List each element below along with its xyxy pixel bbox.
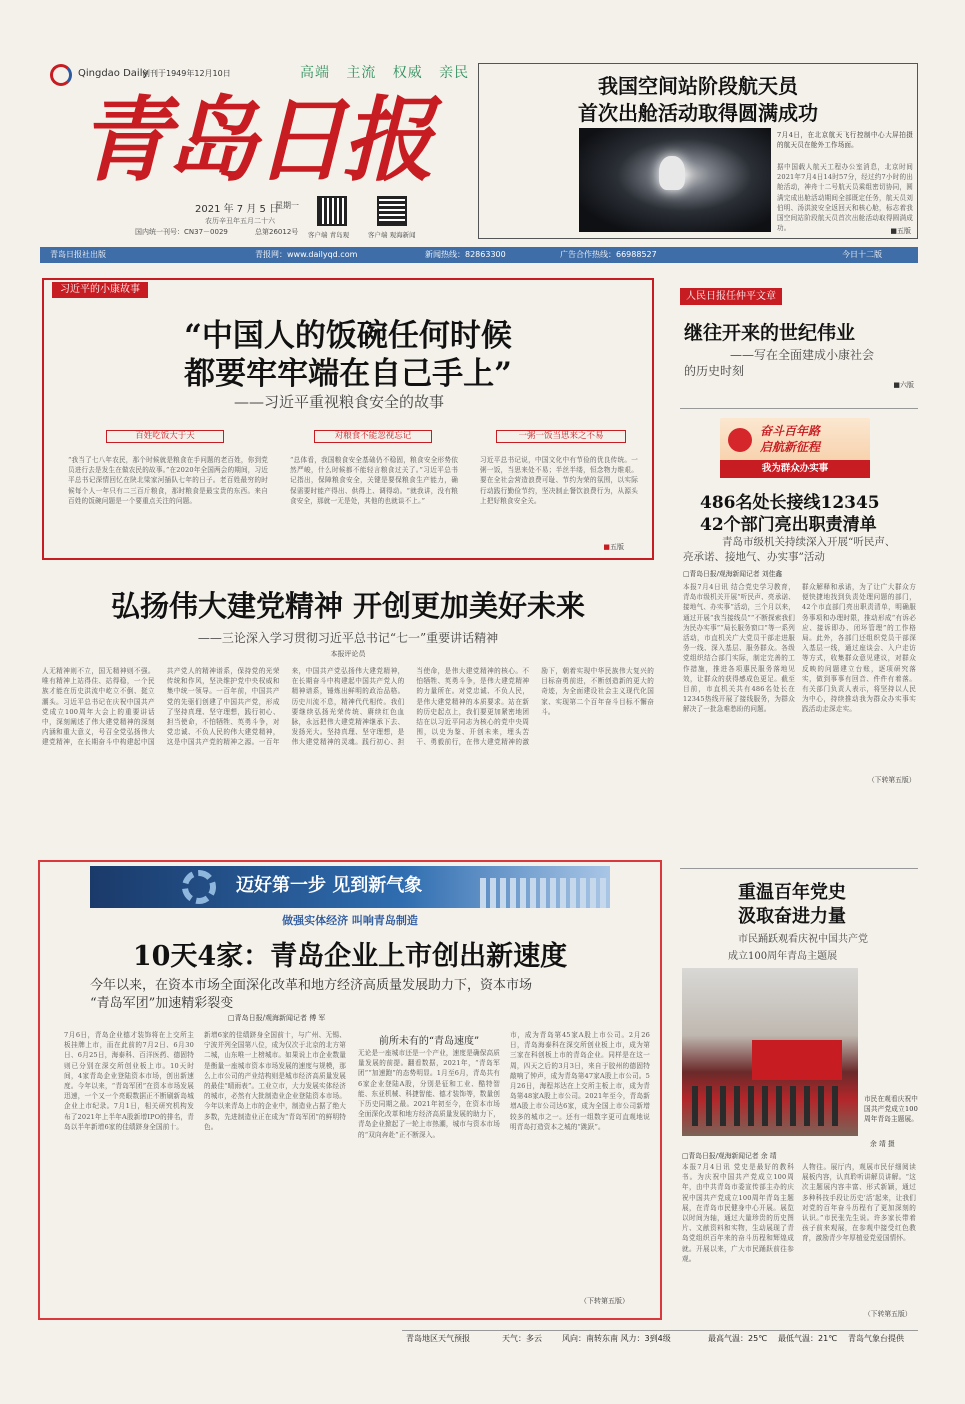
hotline-subtitle-2: 亮承诺、接地气、办实事”活动	[683, 551, 825, 563]
expo-photographer: 余 靖 摄	[870, 1140, 895, 1148]
listing-story-box	[38, 860, 662, 1320]
weather-sky: 天气：多云	[502, 1334, 542, 1343]
weather-min: 最低气温：21℃	[778, 1334, 838, 1343]
spacewalk-photo[interactable]	[579, 128, 771, 232]
hotline-continue: （下转第五版）	[868, 776, 916, 784]
publisher: 青岛日报社出版	[50, 250, 106, 259]
visitors	[692, 1086, 842, 1126]
listing-col-3: 无论是一座城市还是一个产业，速度是确保高质量发展的前提。翻看数据，2021年，“青岛军团”“加速跑”的态势明显。1月至6月，青岛共有6家企业登陆A股，分别是征和工业、酷特智能、东亚机械、科捷智能、德才装饰等，数量创下历史同期之最。2021年初至今，在资本市场全面深化改革和地方经济高质量发展的助力下，青岛企业掀起了一轮上市热潮，城市与资本市场的“双向奔赴”正不断深入。	[358, 1049, 500, 1139]
centenary-badge	[720, 418, 870, 478]
lunar-date: 农历辛丑年五月二十六	[205, 217, 275, 225]
listing-title[interactable]: 10天4家：青岛企业上市创出新速度	[132, 941, 568, 972]
expo-col-1: 本报7月4日讯 党史是最好的教科书。为庆祝中国共产党成立100周年，由中共青岛市委宣传部主办的庆祝中国共产党成立100周年青岛主题展，在青岛市民健身中心开展。展览以时间为轴，通过大量珍贵的历史图片、文献资料和实物，生动展现了青岛党组织百年来的奋斗历程和辉煌成就。开展以来，广大市民踊跃前往参观。	[682, 1163, 794, 1263]
website[interactable]: 青报网：www.dailyqd.com	[255, 250, 358, 259]
badge-line-1: 奋斗百年路	[760, 424, 821, 438]
listing-banner	[90, 866, 610, 908]
badge-line-2: 启航新征程	[760, 440, 821, 454]
review-subtitle-2: 的历史时刻	[684, 364, 745, 378]
divider	[680, 408, 918, 409]
title-char-1: 青	[78, 86, 167, 194]
top-story-title-2[interactable]: 首次出舱活动取得圆满成功	[578, 101, 818, 125]
gear-icon	[182, 870, 216, 904]
weekday: 星期一	[275, 201, 299, 210]
top-story-caption: 7月4日，在北京航天飞行控制中心大屏拍摄的航天员在舱外工作场面。	[777, 131, 913, 150]
qr-code-1[interactable]	[317, 196, 347, 226]
qr1-caption: 客户端 青岛观	[308, 231, 350, 239]
weather-wind: 风向：南转东南 风力：3到4级	[562, 1334, 671, 1343]
cn-code: 国内统一刊号：CN37－0029	[135, 228, 228, 236]
expo-subtitle-2: 成立100周年青岛主题展	[728, 951, 838, 962]
xi-page-ref-text: 五版	[610, 543, 624, 551]
hotline-title-1[interactable]: 486名处长接线12345	[700, 493, 880, 513]
listing-col-2: 新增6家的佳绩跻身全国前十，与广州、无锡、宁波并列全国第八位，成为仅次于北京的北方第二城，山东唯一上榜城市。如果说上市企业数量是衡量一座城市资本市场发展的速度与规模，那么上市公司的产业结构则是城市经济高质量发展的最佳“晴雨表”。工业立市，大力发展实体经济的城市，必然有大批制造业企业登陆资本市场。今年以来青岛上市的企业中，制造业占据了绝大多数，先进制造业正在成为“青岛军团”的鲜明特色。	[204, 1031, 346, 1131]
total-issue: 总第26012号	[255, 228, 299, 236]
astronaut-figure	[659, 156, 685, 190]
masthead	[40, 60, 470, 240]
xi-col-3: 习近平总书记说，中国文化中有节俭的优良传统。一粥一饭，当思来处不易；半丝半缕，恒念物力维艰。要在全社会营造浪费可耻、节约为荣的氛围，以实际行动践行勤俭节约，坚决制止餐饮浪费行为，从源头上把好粮食安全关。	[480, 456, 638, 505]
page-count: 今日十二版	[842, 250, 882, 259]
sidebar-expo	[680, 876, 918, 1324]
party-byline: 本报评论员	[330, 650, 366, 658]
calligraphy-title	[78, 80, 488, 200]
listing-summary-2: “青岛军团”加速精彩裂变	[90, 996, 234, 1011]
weather-max: 最高气温：25℃	[708, 1334, 768, 1343]
issue-date: 2021 年 7 月 5 日	[195, 204, 280, 215]
qr-code-2[interactable]	[377, 196, 407, 226]
expo-byline: □青岛日报/观海新闻记者 余 靖	[682, 1152, 777, 1160]
xi-col-1: “我当了七八年农民，那个时候就是粮食在手问题的老百姓，你到党员进行去是发生在做农民的故事。”在2020年全国两会的期间，习近平总书记深情回忆在陕北梁家河插队七年的日子。老百姓最穷的时候每个人一年只有二三百斤粮食，那时粮食是最宝贵的东西。来自百姓的饭碗问题是一个要重点关注的问题。	[68, 456, 268, 505]
hotline-subtitle-1: 青岛市级机关持续深入开展“听民声、	[722, 536, 896, 548]
expo-caption: 市民在观看庆祝中国共产党成立100周年青岛主题展。	[864, 1095, 918, 1124]
listing-col-1: 7月6日，青岛企业德才装饰将在上交所主板挂牌上市，而在此前的7月2日、6月30日、6月25日，海泰科、百洋医药、德固特则已分别在深交所创业板上市。10天时间，4家青岛企业登陆资本市场，创出新速度。今年以来，“青岛军团”在资本市场发展迅速，一个又一个亮眼数据正不断刷新岛城企业上市纪录。7月1日，相关研究机构发布了2021年上半年A股新增IPO的排名，青岛以半年新增6家的佳绩跻身全国前十。	[64, 1031, 194, 1131]
hotline-col-1: 本报7月4日讯 结合党史学习教育，青岛市级机关开展“听民声、亮承诺、接地气、办实事”活动，三个月以来，通过开展“我当接线员”“不断探索我们为民办实事”“局长服务窗口”等一系列活动，市直机关广大党员干部走进服务一线、深入基层、服务群众。各级党组织结合部门实际，制定完善的工作措施，推进各项惠民服务落地见效，让群众的获得感成色更足。截至目前，市直机关共有486名处长在12345热线开展了接线服务，为群众解决了一批急难愁盼的问题。	[683, 583, 795, 714]
newspaper-logo-icon	[50, 64, 72, 86]
banner-subtitle: 做强实体经济 叫响青岛制造	[282, 914, 418, 927]
divider	[680, 868, 918, 869]
weather-source: 青岛气象台提供	[848, 1334, 904, 1343]
slogan-3: 权威	[392, 65, 423, 81]
slogan-1: 高端	[300, 65, 330, 81]
ad-hotline: 广告合作热线：66988527	[560, 250, 657, 259]
top-story-page-text: 五版	[897, 227, 911, 235]
weather-label: 青岛地区天气预报	[406, 1334, 470, 1343]
review-page-text: 六版	[900, 381, 914, 389]
xi-title-1[interactable]: “中国人的饭碗任何时候	[184, 318, 512, 354]
top-story-title-1[interactable]: 我国空间站阶段航天员	[598, 74, 798, 98]
review-title[interactable]: 继往开来的世纪伟业	[684, 322, 856, 344]
expo-photo[interactable]	[682, 968, 858, 1136]
xi-story-tag: 习近平的小康故事	[52, 282, 148, 298]
founded-date: 创刊于1949年12月10日	[142, 69, 231, 78]
hotline-byline: □青岛日报/观海新闻记者 刘佳鑫	[683, 570, 783, 578]
hotline-title-2[interactable]: 42个部门亮出职责清单	[700, 515, 877, 535]
expo-col-2: 人物往。展厅内，观展市民仔细阅读展板内容，认真聆听讲解员讲解。“这次主题展内容丰富、形式新颖，通过多种科技手段让历史‘活’起来，让我们对党的百年奋斗历程有了更加深刻的认识。”市民张先生说。许多家长带着孩子前来观展，在参观中接受红色教育，激励青少年厚植爱党爱国情怀。	[802, 1163, 916, 1243]
xi-subhead-2: 对粮食不能忽视忘记	[314, 430, 432, 443]
sidebar-hotline	[680, 418, 918, 788]
listing-continue: （下转第五版）	[580, 1297, 629, 1305]
xi-page-ref: ■五版	[603, 543, 624, 551]
party-emblem-icon	[728, 428, 752, 452]
exhibition-wall	[752, 1040, 842, 1080]
party-title[interactable]: 弘扬伟大建党精神 开创更加美好未来	[110, 589, 586, 623]
weather-bar	[402, 1330, 918, 1346]
xi-subtitle: ——习近平重视粮食安全的故事	[234, 393, 445, 411]
xi-story-box	[42, 278, 654, 560]
party-editorial	[42, 574, 654, 844]
title-char-2: 岛	[166, 86, 255, 194]
title-char-4: 报	[342, 86, 431, 194]
news-hotline: 新闻热线：82863300	[425, 250, 506, 259]
slogan-4: 亲民	[439, 65, 470, 81]
skyline-image	[480, 878, 610, 908]
title-char-3: 日	[254, 86, 343, 194]
sidebar-review	[680, 288, 918, 400]
slogan-2: 主流	[346, 65, 377, 81]
xi-title-2[interactable]: 都要牢牢端在自己手上”	[184, 356, 512, 392]
expo-title-1[interactable]: 重温百年党史	[738, 882, 846, 903]
top-story-body: 据中国载人航天工程办公室消息，北京时间2021年7月4日14时57分，经过约7小时的出舱活动，神舟十二号航天员乘组密切协同，圆满完成出舱活动期间全部既定任务，航天员刘伯明、汤洪波安全返回天和核心舱，标志着我国空间站阶段航天员首次出舱活动取得圆满成功。	[777, 163, 913, 233]
listing-col-4: 市，成为青岛第45家A股上市公司。2月26日，青岛海泰科在深交所创业板上市，成为第三家在科创板上市的青岛企业。同样是在这一周，四天之后的3月3日，来自于胶州的德固特敲响了钟声，成为青岛第47家A股上市公司。5月26日，海程邦达在上交所主板上市，成为青岛第48家A股上市公司。2021年至今，青岛新增A股上市公司达6家，成为全国上市公司新增较多的城市之一。还有一组数字更可直观地说明青岛打造资本之城的“跳跃”。	[510, 1031, 650, 1131]
english-name: Qingdao Daily	[78, 68, 149, 79]
hotline-col-2: 群众解释和承诺，为了让广大群众方便快捷地找到负责处理问题的部门，42个市直部门亮出职责清单，明确服务事项和办理时限，推动形成“有诉必应、接诉即办、闭环管理”的工作格局。此外，各部门还组织党员干部深入基层一线，通过座谈会、入户走访等方式，收集群众意见建议，对群众反映的问题建立台账，逐项研究落实，做到事事有回音、件件有着落。有关部门负责人表示，将坚持以人民为中心，持续推动我为群众办实事实践活动走深走实。	[802, 583, 916, 714]
listing-summary-1: 今年以来，在资本市场全面深化改革和地方经济高质量发展助力下，资本市场	[90, 978, 533, 993]
xi-subhead-3: 一粥一饭当思来之不易	[496, 430, 626, 443]
banner-title: 迈好第一步 见到新气象	[236, 875, 423, 896]
review-subtitle-1: ——写在全面建成小康社会	[730, 348, 875, 362]
info-bar	[40, 247, 918, 263]
slogans	[300, 62, 469, 82]
listing-subhead: 前所未有的“青岛速度”	[378, 1036, 480, 1047]
expo-subtitle-1: 市民踊跃观看庆祝中国共产党	[738, 934, 868, 945]
listing-byline: □青岛日报/观海新闻记者 傅 军	[228, 1014, 326, 1022]
xi-subhead-1: 百姓吃饭大于天	[106, 430, 224, 443]
review-page-ref: ■六版	[893, 381, 914, 389]
top-story	[478, 63, 918, 239]
party-body: 人无精神则不立，国无精神则不强。唯有精神上站得住、站得稳，一个民族才能在历史洪流中屹立不倒、挺立潮头。习近平总书记在庆祝中国共产党成立100周年大会上的重要讲话中，深刻阐述了伟大建党精神的深刻内涵和重大意义，号召全党弘扬伟大建党精神，在长期奋斗中构建起中国共产党人的精神谱系，保持党的光荣传统和作风，坚决维护党中央权威和集中统一领导。一百年前，中国共产党的先驱们创建了中国共产党，形成了坚持真理、坚守理想，践行初心、担当使命，不怕牺牲、英勇斗争，对党忠诚、不负人民的伟大建党精神，这是中国共产党的精神之源。一百年来，中国共产党弘扬伟大建党精神，在长期奋斗中构建起中国共产党人的精神谱系，锤炼出鲜明的政治品格。历史川流不息，精神代代相传。我们要继续弘扬光荣传统、赓续红色血脉，永远把伟大建党精神继承下去、发扬光大。坚持真理、坚守理想，是伟大建党精神的灵魂。践行初心、担当使命，是伟大建党精神的核心。不怕牺牲、英勇斗争，是伟大建党精神的力量所在。对党忠诚、不负人民，是伟大建党精神的本质要求。站在新的历史起点上，我们要更加紧密地团结在以习近平同志为核心的党中央周围，以史为鉴、开创未来，埋头苦干、勇毅前行，在伟大建党精神的激励下，朝着实现中华民族伟大复兴的目标奋勇前进，不断创造新的更大的奇迹，为全面建设社会主义现代化国家、实现第二个百年奋斗目标不懈奋斗。	[42, 667, 654, 747]
qr2-caption: 客户端 观海新闻	[368, 231, 416, 239]
expo-continue: （下转第五版）	[864, 1310, 912, 1318]
expo-title-2[interactable]: 汲取奋进力量	[738, 906, 846, 927]
review-tag: 人民日报任仲平文章	[680, 288, 782, 305]
party-subtitle: ——三论深入学习贯彻习近平总书记“七一”重要讲话精神	[197, 631, 499, 645]
xi-col-2: “总体看，我国粮食安全基础仍不稳固，粮食安全形势依然严峻，什么时候都不能轻言粮食过关了。”习近平总书记指出，保障粮食安全，关键是要保粮食生产能力，确保需要时能产得出、供得上、调得动。“就我讲，没有粮食安全，那就一无是处，其他的也就谈不上。”	[290, 456, 458, 505]
top-story-page-ref: ■五版	[890, 227, 911, 235]
badge-subtitle: 我为群众办实事	[720, 460, 870, 478]
